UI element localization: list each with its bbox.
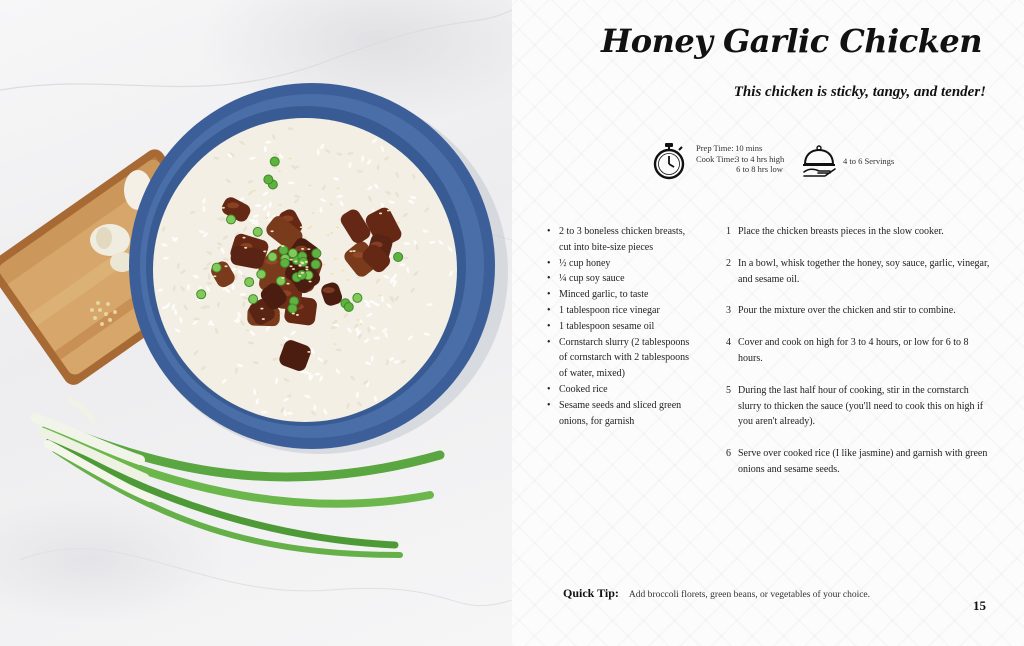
step-number: 4: [726, 337, 731, 349]
page-number: 15: [973, 598, 986, 613]
step-text: During the last half hour of cooking, stir in the cornstarch slurry to thicken the sauce (you'll need to cook this on high if you aren't already).: [738, 384, 984, 428]
ingredient-item: • ¼ cup soy sauce: [547, 271, 697, 287]
ingredients-list: [547, 224, 697, 429]
step-text: Serve over cooked rice (I like jasmine) and garnish with green onions and sesame seeds.: [738, 448, 988, 475]
cook-time-label: Cook Time:: [696, 153, 737, 164]
ingredient-item: • Sesame seeds and sliced green onions, for garnish: [547, 398, 697, 430]
quick-tip: [563, 584, 870, 602]
quick-tip-text: Add broccoli florets, green beans, or vegetables of your choice.: [628, 590, 871, 600]
ingredient-item: • Minced garlic, to taste: [547, 287, 697, 303]
step-number: 5: [726, 384, 731, 396]
step-number: 3: [726, 305, 731, 317]
serving-cloche-icon: [801, 142, 837, 180]
step-item: [726, 335, 991, 367]
step-number: 1: [726, 226, 731, 237]
step-item: [726, 224, 991, 240]
quick-tip-label: Quick Tip:: [563, 586, 619, 600]
cook-time-high: 3 to 4 hrs high: [735, 153, 785, 164]
ingredient-item: • Cornstarch slurry (2 tablespoons of cornstarch with 2 tablespoons of water, mixed): [547, 335, 697, 382]
step-number: 2: [726, 257, 731, 269]
cook-time-low: 6 to 8 hrs low: [736, 164, 783, 174]
ingredient-item: • 1 tablespoon sesame oil: [547, 319, 697, 335]
ingredient-item: • 1 tablespoon rice vinegar: [547, 303, 697, 319]
stopwatch-icon: [652, 142, 686, 180]
time-info: [696, 143, 784, 175]
step-item: [726, 256, 991, 288]
steps-list: [726, 224, 991, 478]
ingredient-item: • ½ cup honey: [547, 256, 697, 272]
step-text: Cover and cook on high for 3 to 4 hours, or low for 6 to 8 hours.: [738, 337, 969, 364]
prep-time-label: Prep Time:: [696, 143, 734, 153]
recipe-page: [512, 0, 1024, 646]
recipe-title: Honey Garlic Chicken: [601, 22, 982, 60]
step-text: In a bowl, whisk together the honey, soy sauce, garlic, vinegar, and sesame oil.: [738, 257, 990, 285]
step-number: 6: [726, 448, 731, 460]
step-item: [726, 383, 991, 430]
step-text: Place the chicken breasts pieces in the slow cooker.: [738, 226, 944, 237]
step-item: [726, 303, 991, 319]
recipe-subtitle: This chicken is sticky, tangy, and tender!: [733, 84, 986, 100]
servings: 4 to 6 Servings: [843, 156, 895, 166]
step-text: Pour the mixture over the chicken and stir to combine.: [738, 305, 956, 317]
step-item: [726, 446, 991, 478]
recipe-info: [652, 140, 952, 184]
prep-time-value: 10 mins: [735, 143, 763, 153]
ingredient-item: • 2 to 3 boneless chicken breasts, cut into bite-size pieces: [547, 224, 697, 256]
ingredient-item: • Cooked rice: [547, 382, 697, 398]
